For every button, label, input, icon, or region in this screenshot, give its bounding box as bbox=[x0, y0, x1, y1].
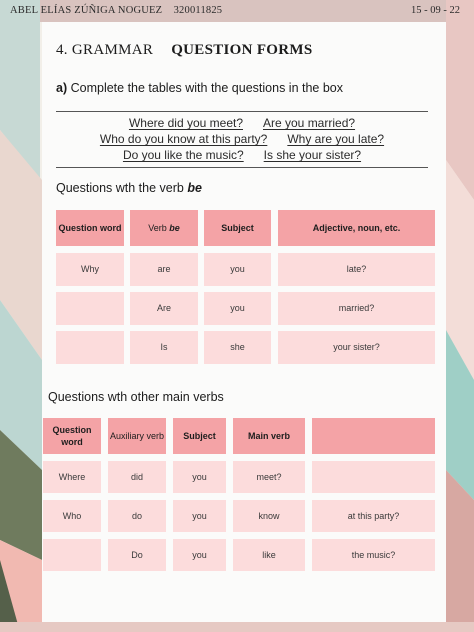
table1-cell: Are bbox=[130, 292, 198, 325]
table1-cell: are bbox=[130, 253, 198, 286]
question-box-row bbox=[56, 116, 428, 130]
box-question: Where did you meet? bbox=[128, 116, 243, 130]
box-question: Is she your sister? bbox=[263, 148, 362, 162]
table1-header-complement: Adjective, noun, etc. bbox=[278, 210, 435, 246]
table2-cell bbox=[43, 539, 101, 571]
table1-heading-text: Questions wth the verb bbox=[56, 181, 184, 195]
table2-cell: know bbox=[233, 500, 305, 532]
instruction-letter: a) bbox=[56, 81, 68, 95]
table1-cell bbox=[56, 292, 124, 325]
table1-cell: Why bbox=[56, 253, 124, 286]
table2-cell: Who bbox=[43, 500, 101, 532]
box-question: Do you like the music? bbox=[122, 148, 244, 162]
table1-cell: you bbox=[204, 253, 271, 286]
box-top-rule bbox=[56, 111, 428, 112]
table1-cell: Is bbox=[130, 331, 198, 364]
table2-header-complement bbox=[312, 418, 435, 454]
table2-cell: meet? bbox=[233, 461, 305, 493]
table1-heading-verb: be bbox=[187, 181, 202, 195]
table2-cell: Do bbox=[108, 539, 166, 571]
question-box-row bbox=[56, 132, 428, 146]
table2-header-question-word: Question word bbox=[43, 418, 101, 454]
box-question: Who do you know at this party? bbox=[99, 132, 268, 146]
table2-cell: at this party? bbox=[312, 500, 435, 532]
table1-heading bbox=[56, 181, 202, 195]
table2-header-auxiliary-verb: Auxiliary verb bbox=[108, 418, 166, 454]
box-bottom-rule bbox=[56, 167, 428, 168]
table2-heading: Questions wth other main verbs bbox=[48, 390, 224, 404]
table2-cell: you bbox=[173, 539, 226, 571]
header-date: 15 - 09 - 22 bbox=[411, 5, 460, 16]
table2-cell: you bbox=[173, 461, 226, 493]
student-name: ABEL ELÍAS ZÚÑIGA NOGUEZ bbox=[10, 5, 163, 16]
table2-cell: do bbox=[108, 500, 166, 532]
box-question: Why are you late? bbox=[287, 132, 385, 146]
table1-header-verb-be: be bbox=[169, 222, 180, 233]
table2-header-main-verb: Main verb bbox=[233, 418, 305, 454]
page-title bbox=[56, 42, 313, 59]
box-question: Are you married? bbox=[263, 116, 356, 130]
instruction bbox=[56, 81, 343, 95]
table2-cell: you bbox=[173, 500, 226, 532]
instruction-text: Complete the tables with the questions in the box bbox=[70, 81, 343, 95]
table2-cell: like bbox=[233, 539, 305, 571]
table1-cell: married? bbox=[278, 292, 435, 325]
table2-header-subject: Subject bbox=[173, 418, 226, 454]
table2-cell: Where bbox=[43, 461, 101, 493]
table1-cell: she bbox=[204, 331, 271, 364]
table1-cell bbox=[56, 331, 124, 364]
section-topic: QUESTION FORMS bbox=[171, 42, 313, 58]
table1-header-verb bbox=[130, 210, 198, 246]
table2-cell bbox=[312, 461, 435, 493]
student-info bbox=[10, 5, 222, 16]
table1-header-verb-text: Verb bbox=[148, 222, 167, 233]
table1-cell: late? bbox=[278, 253, 435, 286]
table2-cell: did bbox=[108, 461, 166, 493]
table1-header-subject: Subject bbox=[204, 210, 271, 246]
student-id: 320011825 bbox=[173, 5, 223, 16]
table2-cell: the music? bbox=[312, 539, 435, 571]
question-box-row bbox=[56, 148, 428, 162]
table1-cell: you bbox=[204, 292, 271, 325]
section-number: 4. GRAMMAR bbox=[56, 42, 154, 58]
table1-header-question-word: Question word bbox=[56, 210, 124, 246]
page-header bbox=[0, 0, 474, 22]
table1-cell: your sister? bbox=[278, 331, 435, 364]
